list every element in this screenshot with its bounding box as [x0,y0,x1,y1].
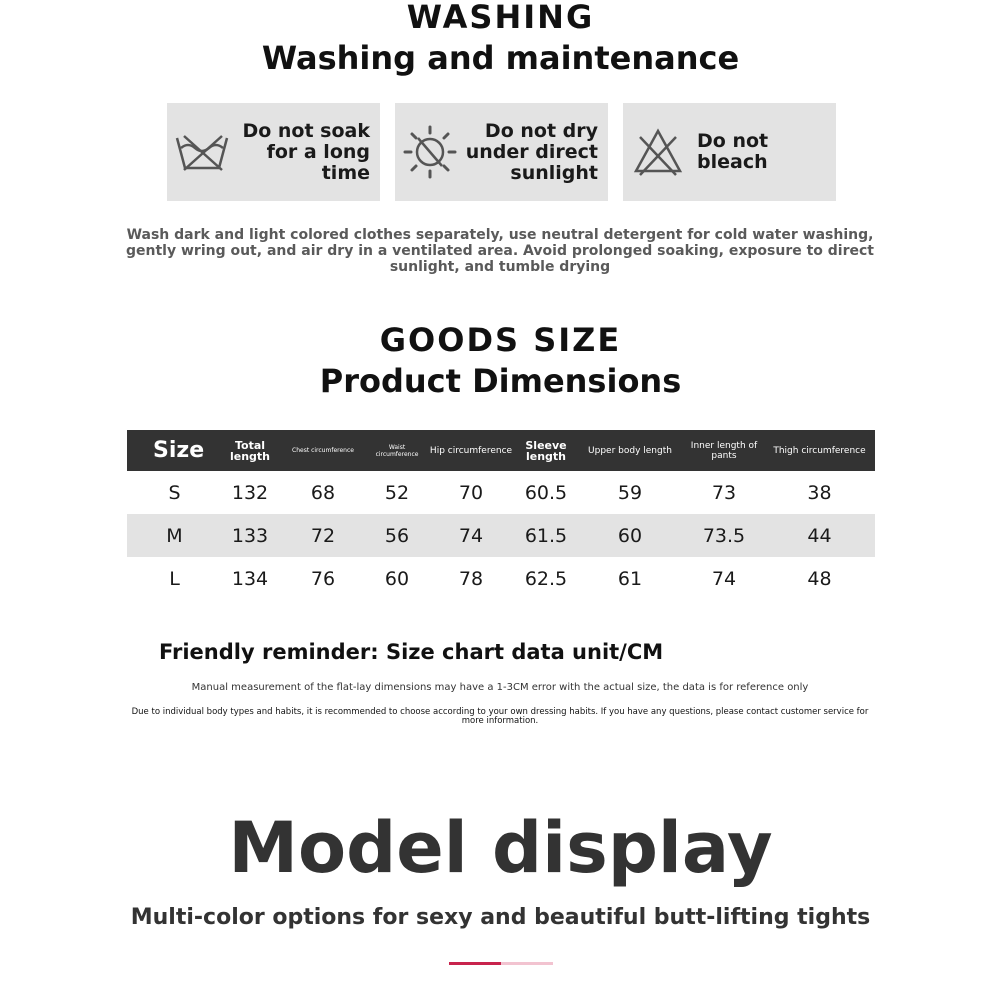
cell: 48 [807,567,832,590]
cell: 61.5 [524,524,568,547]
cell: M [166,524,183,547]
cell: 73 [711,481,737,504]
care-label: Do not dry under direct sunlight [465,119,598,184]
no-sun-icon [395,122,465,182]
header-hip: Hip circumference [429,445,513,456]
washing-title: WASHING [406,0,595,36]
cell: 76 [310,567,336,590]
size-table [127,430,875,600]
cell: 61 [617,567,643,590]
measurement-note: Manual measurement of the flat-lay dimensions may have a 1-3CM error with the actual size, the data is for reference only [191,682,809,693]
table-row [127,514,875,557]
cell: L [169,567,180,590]
cell: 60.5 [524,481,568,504]
cell: 72 [310,524,336,547]
no-soak-icon [167,122,237,182]
cell: 38 [807,481,832,504]
care-card-no-bleach [623,103,836,201]
header-inner-length: Inner length of pants [690,440,758,461]
cell: 73.5 [702,524,746,547]
header-total-length: Total length [229,438,271,463]
cell: 56 [384,524,410,547]
header-chest: Chest circumference [292,447,354,454]
cell: 60 [384,567,410,590]
cell: 44 [807,524,832,547]
cell: 133 [231,524,269,547]
size-table-header [127,430,875,471]
goods-size-subtitle: Product Dimensions [319,362,682,400]
size-reminder: Friendly reminder: Size chart data unit/CM [159,640,664,664]
care-card-no-sun [395,103,608,201]
cell: 52 [384,481,410,504]
care-label: Do not bleach [697,130,769,173]
accent-divider [449,962,553,965]
cell: 74 [711,567,737,590]
header-upper-body: Upper body length [588,445,672,456]
table-row [127,557,875,600]
cell: 74 [458,524,484,547]
header-thigh: Thigh circumference [773,445,866,456]
washing-note: Wash dark and light colored clothes separately, use neutral detergent for cold water washing, gently wring out, and air dry in a ventilated area. Avoid prolonged soaking, exposure to direct sunlight, and tumble drying [126,227,874,275]
fit-advice-note: Due to individual body types and habits, it is recommended to choose according to your own dressing habits. If you have any questions, please contact customer service for more information. [131,707,869,726]
model-display-title: Model display [228,807,773,889]
header-sleeve: Sleeve length [525,438,567,463]
header-size: Size [153,438,205,463]
cell: 70 [458,481,484,504]
care-card-no-soak [167,103,380,201]
table-row [127,471,875,514]
goods-size-title: GOODS SIZE [379,321,622,359]
cell: 134 [231,567,269,590]
cell: S [168,481,181,504]
cell: 132 [231,481,269,504]
cell: 78 [458,567,484,590]
washing-subtitle: Washing and maintenance [261,39,740,77]
header-waist: Waist circumference [375,443,419,458]
cell: 60 [617,524,643,547]
cell: 59 [617,481,643,504]
cell: 68 [310,481,336,504]
no-bleach-icon [623,122,693,182]
model-display-subtitle: Multi-color options for sexy and beautiful butt-lifting tights [130,905,871,930]
cell: 62.5 [524,567,568,590]
care-label: Do not soak for a long time [242,119,370,184]
